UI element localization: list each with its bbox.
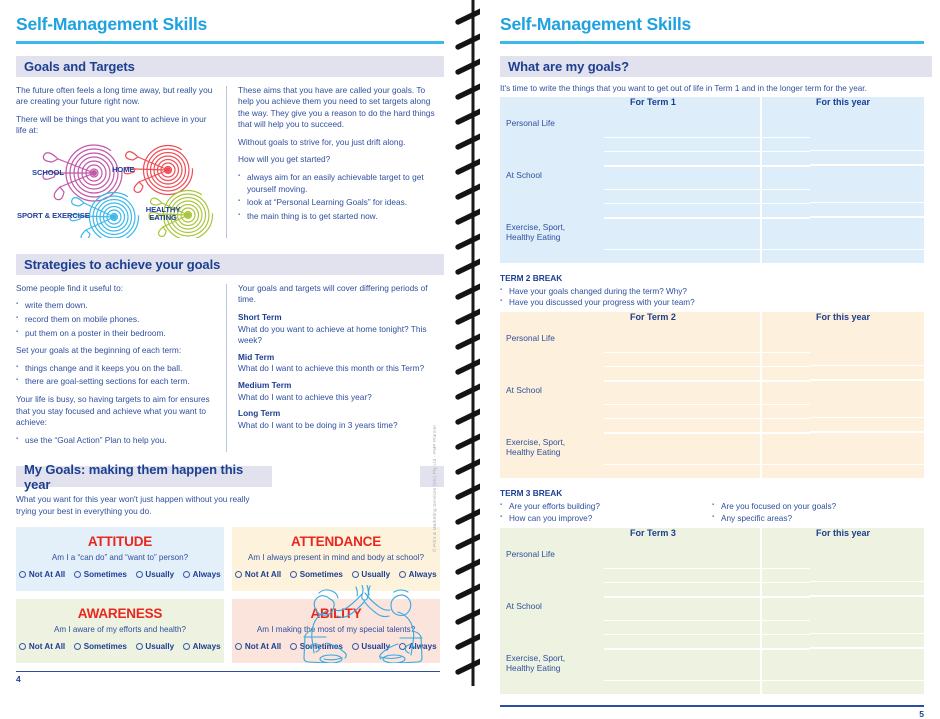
title-rule-left bbox=[16, 41, 444, 44]
write-cell-year[interactable] bbox=[810, 650, 940, 694]
radio-icon[interactable] bbox=[19, 643, 26, 650]
option-usually[interactable] bbox=[136, 642, 174, 651]
list-item: ▪ there are goal-setting sections for each term. bbox=[16, 376, 216, 388]
list-item: ▪ Have you discussed your progress with your team? bbox=[500, 297, 924, 308]
term-label: Short Term bbox=[238, 312, 282, 323]
option-label: Sometimes bbox=[83, 641, 127, 651]
row-label-exercise-sport: Exercise, Sport, Healthy Eating bbox=[506, 653, 566, 674]
radio-icon[interactable] bbox=[136, 571, 143, 578]
targets-illustration bbox=[16, 143, 221, 238]
term-label: Mid Term bbox=[238, 351, 275, 362]
section-header-my-goals bbox=[16, 461, 272, 492]
write-cell-term[interactable] bbox=[604, 382, 810, 434]
header-blank bbox=[500, 97, 604, 115]
assessment-title: ABILITY bbox=[310, 605, 362, 621]
goals-table-term-2 bbox=[500, 312, 924, 478]
write-cell-term[interactable] bbox=[604, 167, 810, 219]
option-label: Sometimes bbox=[299, 641, 343, 651]
assessment-question: Am I a “can do” and “want to” person? bbox=[51, 552, 189, 562]
write-cell-year[interactable] bbox=[810, 330, 940, 382]
radio-icon[interactable] bbox=[19, 571, 26, 578]
table-row bbox=[500, 650, 940, 694]
header-blank bbox=[500, 312, 604, 330]
assessment-options bbox=[22, 641, 221, 651]
term-long bbox=[238, 408, 438, 431]
section-title-my-goals: My Goals: making them happen this year bbox=[24, 461, 244, 492]
option-label: Always bbox=[408, 569, 437, 579]
list-item: ▪ look at “Personal Learning Goals” for ideas. bbox=[238, 197, 438, 209]
section-header-strategies bbox=[16, 254, 444, 275]
option-label: Usually bbox=[361, 641, 391, 651]
term-text: What do I want to be doing in 3 years time? bbox=[238, 419, 398, 430]
row-label-exercise-sport: Exercise, Sport, Healthy Eating bbox=[506, 437, 566, 458]
option-label: Always bbox=[192, 641, 221, 651]
table-header-row bbox=[500, 97, 940, 115]
option-always[interactable] bbox=[183, 642, 220, 651]
assessment-options bbox=[238, 569, 437, 579]
row-label-at-school: At School bbox=[506, 385, 542, 396]
table-row bbox=[500, 382, 940, 434]
option-always[interactable] bbox=[399, 570, 436, 579]
option-label: Always bbox=[192, 569, 221, 579]
header-year: For this year bbox=[816, 96, 871, 107]
goals-table-intro: It's time to write the things that you want to get out of life in Term 1 and in the longer term for the year. bbox=[500, 83, 867, 93]
strategies-bullets-3 bbox=[16, 435, 216, 447]
section-header-what-are-my-goals bbox=[500, 56, 932, 77]
right-page bbox=[480, 0, 940, 719]
write-cell-year[interactable] bbox=[810, 167, 940, 219]
write-cell-term[interactable] bbox=[604, 650, 810, 694]
term-label: Long Term bbox=[238, 408, 281, 419]
option-usually[interactable] bbox=[136, 570, 174, 579]
radio-icon[interactable] bbox=[136, 643, 143, 650]
table-term-2 bbox=[500, 312, 940, 478]
goals-right-bullets bbox=[238, 172, 438, 222]
row-label-personal-life: Personal Life bbox=[506, 333, 555, 344]
list-item: ▪ put them on a poster in their bedroom. bbox=[16, 328, 216, 340]
assessment-options bbox=[22, 569, 221, 579]
section-title-what-are-my-goals: What are my goals? bbox=[508, 58, 630, 74]
header-year: For this year bbox=[816, 312, 871, 323]
table-header-row bbox=[500, 528, 940, 546]
write-cell-year[interactable] bbox=[810, 598, 940, 650]
option-not-at-all[interactable] bbox=[19, 642, 65, 651]
goals-right-para-2: Without goals to strive for, you just drift along. bbox=[238, 136, 406, 147]
write-cell-year[interactable] bbox=[810, 219, 940, 263]
table-row bbox=[500, 598, 940, 650]
option-not-at-all[interactable] bbox=[19, 570, 65, 579]
my-goals-block bbox=[16, 461, 444, 662]
assessment-question: Am I always present in mind and body at school? bbox=[248, 552, 424, 562]
radio-icon[interactable] bbox=[352, 571, 359, 578]
term-3-bullets-left bbox=[500, 501, 712, 524]
write-cell-term[interactable] bbox=[604, 546, 810, 598]
term-text: What do I want to achieve this month or this Term? bbox=[238, 363, 425, 374]
row-label-at-school: At School bbox=[506, 601, 542, 612]
footer-rule-right bbox=[500, 705, 924, 707]
option-not-at-all[interactable] bbox=[235, 642, 281, 651]
targets-svg bbox=[16, 143, 221, 238]
goals-table-term-3 bbox=[500, 528, 924, 694]
header-year: For this year bbox=[816, 528, 871, 539]
row-label-exercise-sport: Exercise, Sport, Healthy Eating bbox=[506, 221, 566, 242]
term-medium bbox=[238, 380, 438, 403]
strategies-intro-3: Your life is busy, so having targets to aim for ensures that you stay focused and achieve what you want to achieve: bbox=[16, 394, 210, 428]
table-term-1 bbox=[500, 97, 940, 263]
copyright-notice: © Print & Marketing Services (Vic) Pty Ltd - PMP Planner bbox=[432, 424, 437, 552]
terms-intro: Your goals and targets will cover differing periods of time. bbox=[238, 282, 428, 305]
write-cell-term[interactable] bbox=[604, 598, 810, 650]
option-sometimes[interactable] bbox=[290, 570, 343, 579]
list-item: ▪ Have your goals changed during the term? Why? bbox=[500, 286, 924, 297]
assessment-question: Am I aware of my efforts and health? bbox=[53, 624, 187, 634]
table-term-3 bbox=[500, 528, 940, 694]
term-3-break-bullets bbox=[500, 501, 924, 528]
target-label-healthy-eating: HEALTHY EATING bbox=[145, 204, 181, 223]
assessment-title: AWARENESS bbox=[77, 605, 163, 621]
list-item: ▪ How can you improve? bbox=[500, 513, 712, 524]
strategies-bullets-1 bbox=[16, 300, 216, 339]
page-number-right: 5 bbox=[919, 708, 924, 719]
list-item: ▪ use the “Goal Action” Plan to help you. bbox=[16, 435, 216, 447]
assessment-question: Am I making the most of my special talents? bbox=[256, 624, 416, 634]
term-2-break-bullets bbox=[500, 286, 924, 309]
term-text: What do I want to achieve this year? bbox=[238, 391, 372, 402]
goals-para-1: The future often feels a long time away, but really you are creating your future right now. bbox=[16, 84, 213, 107]
assessment-box-attendance[interactable] bbox=[232, 527, 440, 591]
left-page bbox=[0, 0, 460, 686]
term-short bbox=[238, 312, 438, 347]
write-cell-term[interactable] bbox=[604, 219, 810, 263]
title-rule-right bbox=[500, 41, 924, 44]
option-label: Always bbox=[408, 641, 437, 651]
write-cell-year[interactable] bbox=[810, 115, 940, 167]
term-3-bullets-right bbox=[712, 501, 924, 524]
write-cell-year[interactable] bbox=[810, 382, 940, 434]
list-item: ▪ record them on mobile phones. bbox=[16, 314, 216, 326]
goals-right-para-1: These aims that you have are called your goals. To help you achieve them you need to set targets along the way. They give you a reason to do the hard things that will help you to succeed. bbox=[238, 84, 435, 130]
list-item: ▪ Are your efforts building? bbox=[500, 501, 712, 512]
write-cell-term[interactable] bbox=[604, 434, 810, 478]
option-label: Not At All bbox=[244, 569, 282, 579]
strategies-columns bbox=[16, 283, 444, 453]
strategies-intro-1: Some people find it useful to: bbox=[16, 282, 124, 293]
option-label: Not At All bbox=[28, 569, 66, 579]
my-goals-intro: What you want for this year won't just happen without you really trying your best in everything you do. bbox=[16, 494, 250, 516]
list-item: ▪ write them down. bbox=[16, 300, 216, 312]
page-number-left: 4 bbox=[16, 674, 21, 685]
target-label-sport-exercise: SPORT & EXERCISE bbox=[17, 210, 90, 220]
term-mid bbox=[238, 352, 438, 375]
option-label: Sometimes bbox=[299, 569, 343, 579]
radio-icon[interactable] bbox=[74, 571, 81, 578]
header-term: For Term 1 bbox=[630, 96, 676, 107]
write-cell-year[interactable] bbox=[810, 546, 940, 598]
goals-targets-left-column bbox=[16, 85, 226, 238]
list-item: ▪ always aim for an easily achievable target to get yourself moving. bbox=[238, 172, 438, 195]
goals-right-para-3: How will you get started? bbox=[238, 154, 331, 165]
table-row bbox=[500, 434, 940, 478]
assessment-title: ATTITUDE bbox=[87, 533, 153, 549]
write-cell-term[interactable] bbox=[604, 115, 810, 167]
header-term: For Term 3 bbox=[630, 528, 676, 539]
high-five-illustration bbox=[286, 585, 436, 663]
header-term: For Term 2 bbox=[630, 312, 676, 323]
term-label: Medium Term bbox=[238, 380, 292, 391]
goals-targets-right-column bbox=[227, 85, 438, 238]
option-label: Usually bbox=[361, 569, 391, 579]
header-blank bbox=[500, 528, 604, 546]
list-item: ▪ the main thing is to get started now. bbox=[238, 211, 438, 223]
option-usually[interactable] bbox=[352, 570, 390, 579]
goals-table-term-1 bbox=[500, 97, 924, 263]
strategies-left-column bbox=[16, 283, 226, 453]
option-sometimes[interactable] bbox=[74, 642, 127, 651]
term-text: What do you want to achieve at home tonight? This week? bbox=[238, 323, 427, 346]
strategies-bullets-2 bbox=[16, 363, 216, 388]
assessment-box-awareness[interactable] bbox=[16, 599, 224, 663]
radio-icon[interactable] bbox=[74, 643, 81, 650]
strategies-intro-2: Set your goals at the beginning of each term: bbox=[16, 345, 182, 356]
table-row bbox=[500, 330, 940, 382]
strategies-right-column bbox=[227, 283, 438, 453]
radio-icon[interactable] bbox=[290, 571, 297, 578]
radio-icon[interactable] bbox=[183, 571, 190, 578]
section-header-goals-and-targets bbox=[16, 56, 444, 77]
assessment-title: ATTENDANCE bbox=[291, 533, 381, 549]
option-sometimes[interactable] bbox=[74, 570, 127, 579]
option-not-at-all[interactable] bbox=[235, 570, 281, 579]
table-row bbox=[500, 546, 940, 598]
term-2-break-title: TERM 2 BREAK bbox=[500, 272, 563, 283]
footer-rule-left bbox=[16, 671, 440, 673]
goals-targets-columns bbox=[16, 85, 444, 238]
list-item: ▪ Any specific areas? bbox=[712, 513, 924, 524]
radio-icon[interactable] bbox=[235, 571, 242, 578]
section-title-goals-and-targets: Goals and Targets bbox=[24, 58, 135, 74]
option-label: Not At All bbox=[28, 641, 66, 651]
right-page-title: Self-Management Skills bbox=[500, 14, 692, 34]
assessment-box-attitude[interactable] bbox=[16, 527, 224, 591]
list-item: ▪ Are you focused on your goals? bbox=[712, 501, 924, 512]
row-label-personal-life: Personal Life bbox=[506, 549, 555, 560]
goals-para-2: There will be things that you want to achieve in your life at: bbox=[16, 113, 207, 136]
target-label-home: HOME bbox=[112, 164, 135, 174]
option-label: Usually bbox=[145, 569, 175, 579]
radio-icon[interactable] bbox=[399, 571, 406, 578]
section-title-strategies: Strategies to achieve your goals bbox=[24, 256, 221, 272]
row-label-at-school: At School bbox=[506, 169, 542, 180]
option-label: Usually bbox=[145, 641, 175, 651]
target-label-school: SCHOOL bbox=[32, 167, 64, 177]
radio-icon[interactable] bbox=[183, 643, 190, 650]
write-cell-term[interactable] bbox=[604, 330, 810, 382]
write-cell-year[interactable] bbox=[810, 434, 940, 478]
term-3-break-title: TERM 3 BREAK bbox=[500, 488, 563, 499]
radio-icon[interactable] bbox=[235, 643, 242, 650]
left-page-title: Self-Management Skills bbox=[16, 14, 208, 34]
list-item: ▪ things change and it keeps you on the ball. bbox=[16, 363, 216, 375]
table-row bbox=[500, 167, 940, 219]
option-label: Not At All bbox=[244, 641, 282, 651]
option-label: Sometimes bbox=[83, 569, 127, 579]
table-header-row bbox=[500, 312, 940, 330]
table-row bbox=[500, 219, 940, 263]
row-label-personal-life: Personal Life bbox=[506, 117, 555, 128]
table-row bbox=[500, 115, 940, 167]
option-always[interactable] bbox=[183, 570, 220, 579]
